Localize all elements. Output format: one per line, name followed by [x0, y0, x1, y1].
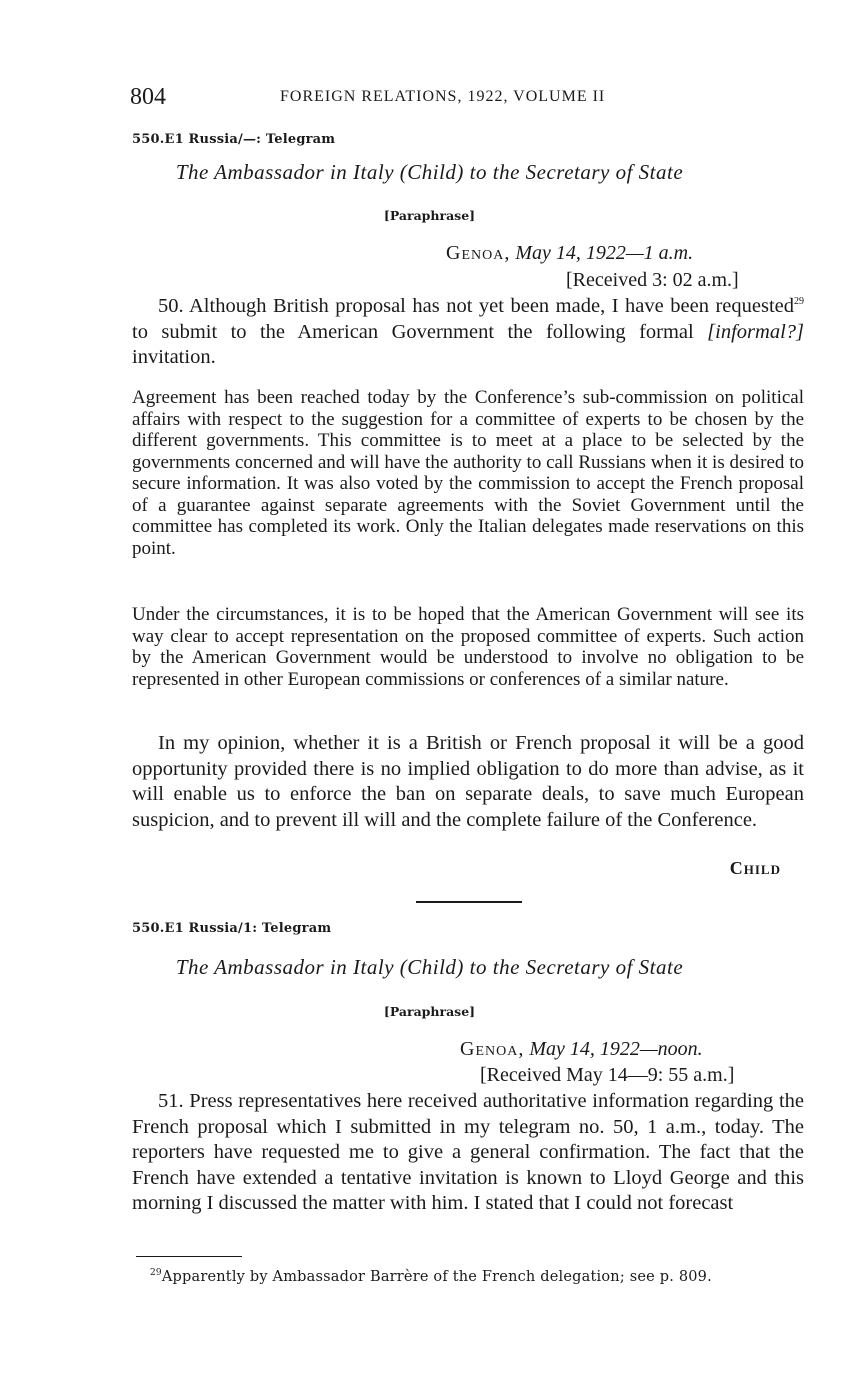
page-number: 804: [130, 84, 166, 110]
paragraph-text: to submit to the American Government the following formal: [132, 320, 708, 343]
quoted-invitation-paragraph: Agreement has been reached today by the Conference’s sub-commission on political affairs with respect to the suggestion for a committee of experts to be chosen by the different governments. This committee is to meet at a place to be selected by the governments concerned and will have the authority to call Russians when it is desired to secure information. It was also voted by the commission to accept the French proposal of a guarantee against separate agreements with the Soviet Government until the committee has completed its work. Only the Italian delegates made reservations on this point.: [132, 387, 804, 559]
received-note: [Received May 14—9: 55 a.m.]: [480, 1064, 735, 1086]
paragraph-text: invitation.: [132, 346, 216, 368]
dateline-date: May 14, 1922—1 a.m.: [515, 242, 694, 264]
telegram-paragraph: 51. Press representatives here received authoritative information regarding the French proposal which I submitted in my telegram no. 50, 1 a.m., today. The reporters have requested me to give a general confirmation. The fact that the French have extended a tentative invitation is known to Lloyd George and this morning I discussed the matter with him. I stated that I could not forecast: [132, 1090, 804, 1214]
paraphrase-label: [Paraphrase]: [383, 1004, 476, 1019]
dateline: [446, 242, 693, 265]
paragraph-text: 50. Although British proposal has not yet been made, I have been requested: [158, 295, 794, 317]
footnote: [150, 1268, 712, 1285]
editorial-insertion: [informal?]: [707, 320, 804, 343]
quoted-invitation-paragraph: Under the circumstances, it is to be hoped that the American Government will see its way clear to accept representation on the proposed committee of experts. Such action by the American Government would be understood to involve no obligation to be represented in other European commissions or conferences of a similar nature.: [132, 604, 804, 690]
footnote-text: Apparently by Ambassador Barrère of the French delegation; see p. 809.: [161, 1268, 712, 1285]
running-title: FOREIGN RELATIONS, 1922, VOLUME II: [280, 88, 606, 105]
section-divider: [416, 901, 522, 903]
dateline-date: May 14, 1922—noon.: [529, 1038, 703, 1060]
document-title: The Ambassador in Italy (Child) to the Secretary of State: [175, 160, 684, 184]
telegram-paragraph: In my opinion, whether it is a British or French proposal it will be a good opportunity provided there is no implied obligation to do more than advise, as it will enable us to enforce the ban on separate deals, to save much European suspicion, and to prevent ill will and the complete failure of the Conference.: [132, 732, 804, 831]
running-header: [130, 84, 810, 114]
footnote-marker: 29: [150, 1268, 162, 1278]
telegram-paragraph: [132, 294, 804, 371]
dateline: [460, 1038, 703, 1061]
footnote-reference: 29: [794, 296, 804, 308]
footnote-divider: [136, 1256, 242, 1257]
paraphrase-label: [Paraphrase]: [383, 208, 476, 223]
dateline-place: Genoa,: [446, 242, 511, 264]
document-title: The Ambassador in Italy (Child) to the Secretary of State: [175, 955, 684, 979]
dateline-place: Genoa,: [460, 1038, 525, 1060]
signature: Child: [729, 858, 781, 878]
received-note: [Received 3: 02 a.m.]: [566, 269, 739, 291]
file-reference: 550.E1 Russia/1: Telegram: [132, 921, 332, 936]
file-reference: 550.E1 Russia/—: Telegram: [132, 132, 336, 147]
